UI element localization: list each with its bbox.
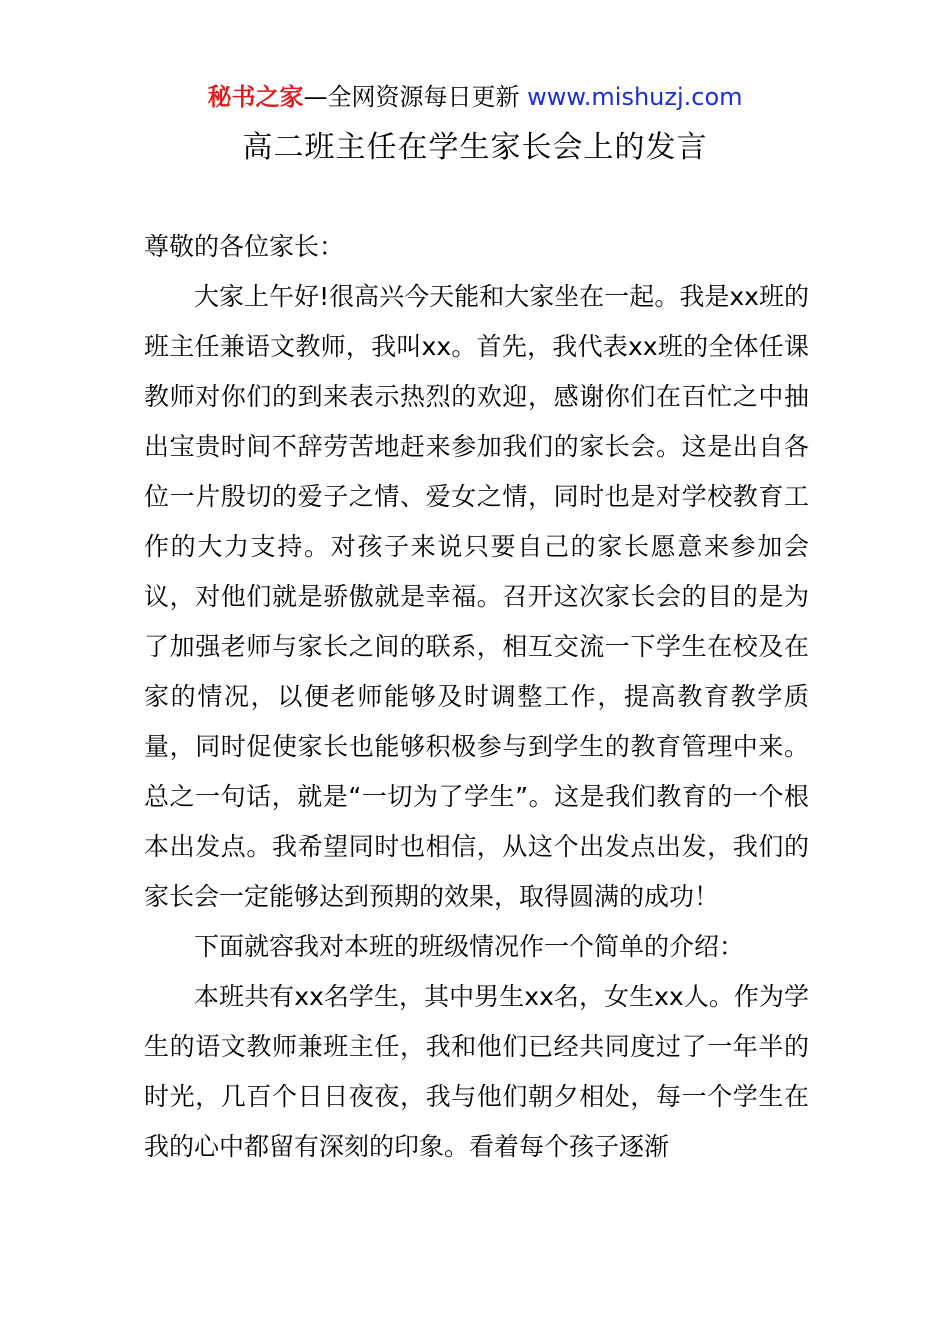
- document-title: 高二班主任在学生家长会上的发言: [242, 130, 708, 165]
- header-tagline: —全网资源每日更新: [303, 83, 528, 111]
- document-body: [144, 222, 809, 1172]
- body-paragraph-2: 下面就容我对本班的班级情况作一个简单的介绍：: [194, 932, 745, 961]
- body-paragraph-3: 本班共有xx名学生，其中男生xx名，女生xx人。作为学生的语文教师兼班主任，我和他们已经共同度过了一年半的时光，几百个日日夜夜，我与他们朝夕相处，每一个学生在我的心中都留有深刻的印象。看着每个孩子逐渐: [144, 982, 809, 1161]
- brand-name: 秘书之家: [207, 83, 304, 111]
- site-header: [0, 80, 950, 114]
- salutation: 尊敬的各位家长：: [144, 232, 345, 261]
- site-url: www.mishuzj.com: [527, 83, 743, 111]
- body-paragraph-1: 大家上午好!很高兴今天能和大家坐在一起。我是xx班的班主任兼语文教师，我叫xx。首先，我代表xx班的全体任课教师对你们的到来表示热烈的欢迎，感谢你们在百忙之中抽出宝贵时间不辞劳苦地赶来参加我们的家长会。这是出自各位一片殷切的爱子之情、爱女之情，同时也是对学校教育工作的大力支持。对孩子来说只要自己的家长愿意来参加会议，对他们就是骄傲就是幸福。召开这次家长会的目的是为了加强老师与家长之间的联系，相互交流一下学生在校及在家的情况，以便老师能够及时调整工作，提高教育教学质量，同时促使家长也能够积极参与到学生的教育管理中来。总之一句话，就是“一切为了学生”。这是我们教育的一个根本出发点。我希望同时也相信，从这个出发点出发，我们的家长会一定能够达到预期的效果，取得圆满的成功！: [144, 282, 809, 911]
